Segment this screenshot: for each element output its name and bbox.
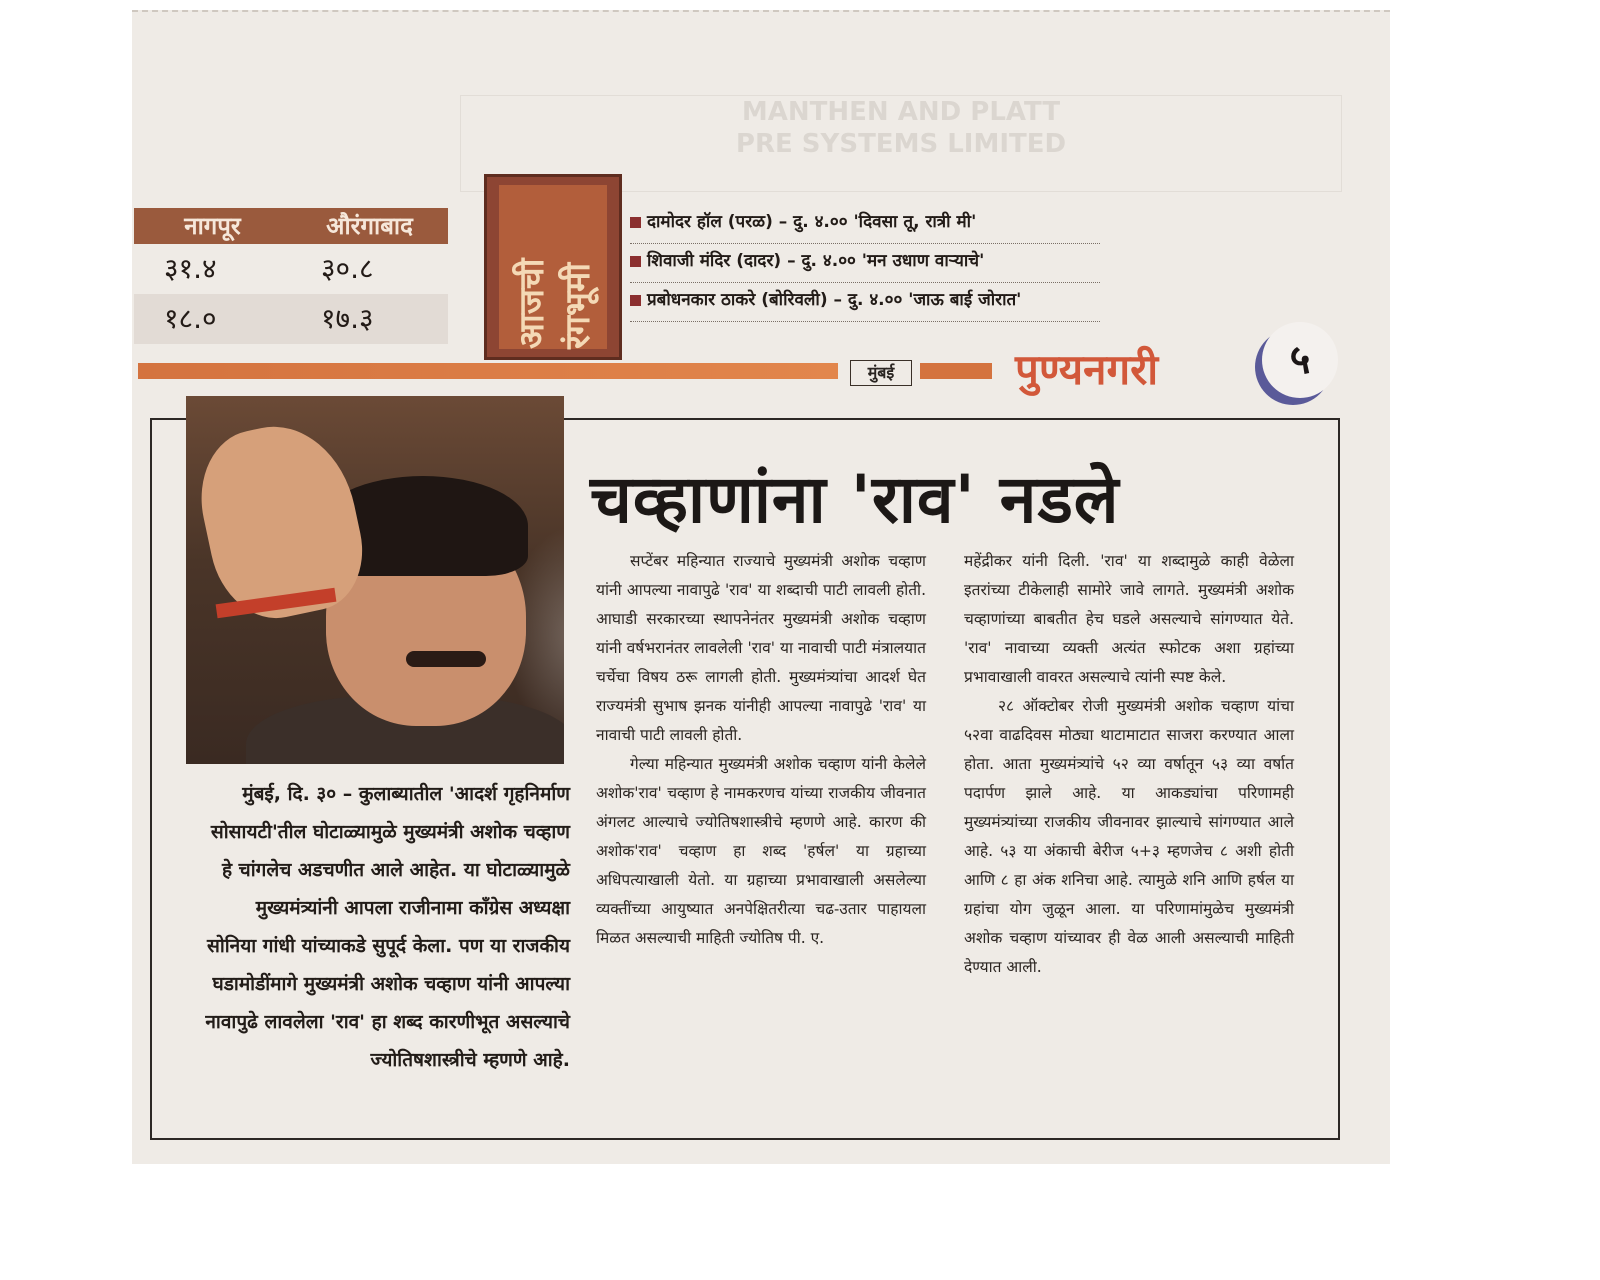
newspaper-masthead: पुण्यनगरी bbox=[1015, 345, 1159, 394]
theatre-listings bbox=[630, 205, 1100, 322]
theatre-logo bbox=[484, 174, 622, 360]
article-column-2 bbox=[964, 547, 1294, 982]
temperature-row-min bbox=[134, 294, 448, 344]
article-paragraph: सप्टेंबर महिन्यात राज्याचे मुख्यमंत्री अशोक चव्हाण यांनी आपल्या नावापुढे 'राव' या शब्दाची पाटी लावली होती. आघाडी सरकारच्या स्थापनेनंतर मुख्यमंत्री अशोक चव्हाण यांनी वर्षभरानंतर लावलेली 'राव' या नावाची पाटी मंत्रालयात चर्चेचा विषय ठरू लागली होती. मुख्यमंत्र्यांचा आदर्श घेत राज्यमंत्री सुभाष झनक यांनीही आपल्या नावापुढे 'राव' या नावाची पाटी लावली होती. bbox=[596, 552, 926, 744]
article-headline: चव्हाणांना 'राव' नडले bbox=[590, 461, 1120, 538]
city-name: नागपूर bbox=[184, 212, 241, 240]
section-city-label: मुंबई bbox=[850, 360, 912, 386]
temperature-value: ३०.८ bbox=[321, 252, 374, 285]
temperature-table bbox=[134, 208, 448, 344]
section-divider-bar bbox=[138, 363, 838, 379]
temperature-row-max bbox=[134, 244, 448, 294]
theatre-logo-text: आजची रंगभूमी bbox=[512, 258, 598, 349]
faded-ad-line2: PRE SYSTEMS LIMITED bbox=[735, 129, 1067, 159]
square-bullet-icon bbox=[630, 217, 641, 228]
city-name: औरंगाबाद bbox=[326, 212, 413, 240]
square-bullet-icon bbox=[630, 256, 641, 267]
theatre-listing: दामोदर हॉल (परळ) – दु. ४.०० 'दिवसा तू, रात्री मी' bbox=[630, 205, 1100, 244]
faded-ad-line1: MANTHEN AND PLATT bbox=[741, 97, 1061, 127]
theatre-listing: शिवाजी मंदिर (दादर) – दु. ४.०० 'मन उधाण वाऱ्याचे' bbox=[630, 244, 1100, 283]
article-lead: मुंबई, दि. ३० – कुलाब्यातील 'आदर्श गृहनिर्माण सोसायटी'तील घोटाळ्यामुळे मुख्यमंत्री अशोक चव्हाण हे चांगलेच अडचणीत आले आहेत. या घोटाळ्यामुळे मुख्यमंत्र्यांनी आपला राजीनामा काँग्रेस अध्यक्षा सोनिया गांधी यांच्याकडे सुपूर्द केला. पण या राजकीय घडामोडींमागे मुख्यमंत्री अशोक चव्हाण यांनी आपल्या नावापुढे लावलेला 'राव' हा शब्द कारणीभूत असल्याचे ज्योतिषशास्त्रीचे म्हणणे आहे. bbox=[205, 783, 570, 1071]
section-divider-bar bbox=[920, 363, 992, 379]
article-column-1 bbox=[596, 547, 926, 953]
square-bullet-icon bbox=[630, 295, 641, 306]
article-paragraph: २८ ऑक्टोबर रोजी मुख्यमंत्री अशोक चव्हाण यांचा ५२वा वाढदिवस मोठ्या थाटामाटात साजरा करण्यात आला होता. आता मुख्यमंत्र्यांचे ५२ व्या वर्षातून ५३ व्या वर्षात पदार्पण झाले आहे. या आकड्यांचा परिणामही मुख्यमंत्र्यांच्या राजकीय जीवनावर झाल्याचे सांगण्यात आले आहे. ५३ या अंकाची बेरीज ५+३ म्हणजेच ८ अशी होती आणि ८ हा अंक शनिचा आहे. त्यामुळे शनि आणि हर्षल या ग्रहांचा योग जुळून आला. या परिणामांमुळेच मुख्यमंत्री अशोक चव्हाण यांच्यावर ही वेळ आली असल्याची माहिती देण्यात आली. bbox=[964, 697, 1294, 976]
temperature-value: ३१.४ bbox=[164, 252, 217, 285]
temperature-value: १७.३ bbox=[321, 302, 374, 335]
temperature-value: १८.० bbox=[164, 302, 217, 335]
theatre-listing: प्रबोधनकार ठाकरे (बोरिवली) – दु. ४.०० 'जाऊ बाई जोरात' bbox=[630, 283, 1100, 322]
article-paragraph: महेंद्रीकर यांनी दिली. 'राव' या शब्दामुळे काही वेळेला इतरांच्या टीकेलाही सामोरे जावे लागते. मुख्यमंत्री अशोक चव्हाणांच्या बाबतीत हेच घडले असल्याचे सांगण्यात येते. 'राव' नावाच्या व्यक्ती अत्यंत स्फोटक अशा ग्रहांच्या प्रभावाखाली वावरत असल्याचे त्यांनी स्पष्ट केले. bbox=[964, 552, 1294, 686]
article-paragraph: गेल्या महिन्यात मुख्यमंत्री अशोक चव्हाण यांनी केलेले अशोक'राव' चव्हाण हे नामकरणच यांच्या राजकीय जीवनात अंगलट आल्याचे ज्योतिषशास्त्रीचे म्हणणे आहे. कारण की अशोक'राव' चव्हाण हा शब्द 'हर्षल' या ग्रहाच्या अधिपत्याखाली येतो. या ग्रहाच्या प्रभावाखाली असलेल्या व्यक्तींच्या आयुष्यात अनपेक्षितरीत्या चढ-उतार पाहायला मिळत असल्याची माहिती ज्योतिष पी. ए. bbox=[596, 755, 926, 947]
temperature-table-header bbox=[134, 208, 448, 244]
page-number-badge: ५ bbox=[1262, 322, 1338, 398]
article-photo bbox=[186, 396, 564, 764]
